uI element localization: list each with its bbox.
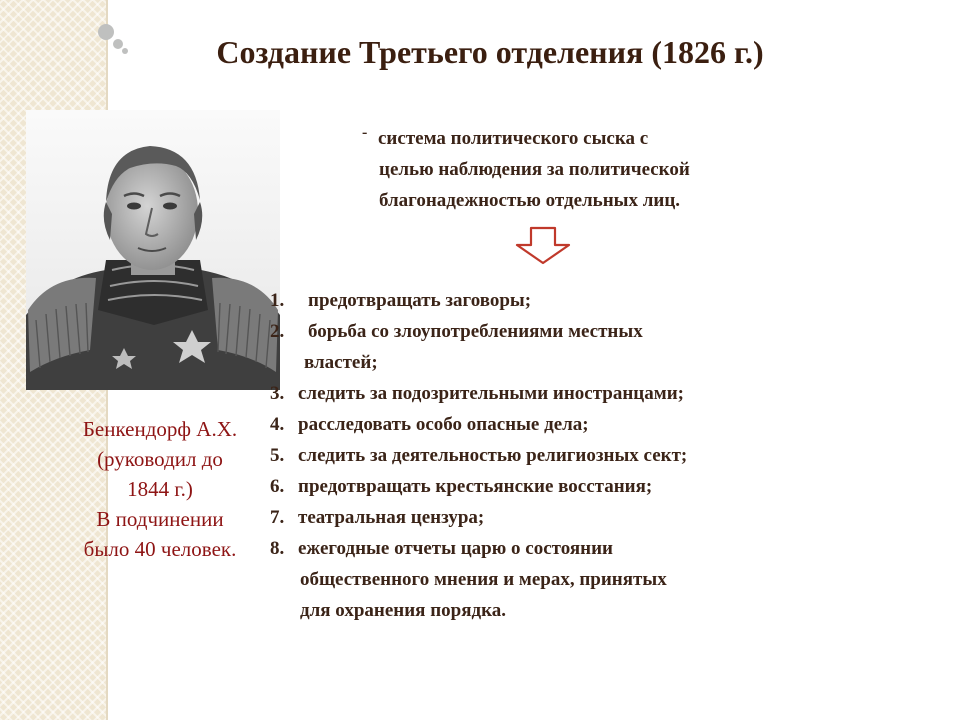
list-item	[270, 440, 870, 471]
list-item-number: 5.	[270, 445, 285, 466]
caption-staff-count: было 40 человек.	[83, 537, 237, 561]
list-item-text: следить за подозрительными иностранцами;	[298, 383, 684, 404]
list-item-text: расследовать особо опасные дела;	[298, 414, 589, 435]
list-item-continuation: властей;	[304, 352, 378, 373]
list-item-text: следить за деятельностью религиозных сект;	[298, 445, 688, 466]
definition-line: система политического сыска с	[378, 128, 649, 149]
list-item-text: предотвращать крестьянские восстания;	[298, 476, 653, 497]
portrait-engraving	[26, 110, 280, 390]
decorative-circle	[98, 24, 114, 40]
list-item-text: театральная цензура;	[298, 507, 485, 528]
caption-tenure: (руководил до	[97, 447, 223, 471]
list-item-number: 2.	[270, 321, 285, 342]
list-item	[270, 378, 870, 409]
caption-tenure-year: 1844 г.)	[127, 477, 193, 501]
definition-dash: -	[362, 124, 368, 141]
list-item	[270, 409, 870, 440]
definition-line: целью наблюдения за политической	[379, 159, 690, 180]
list-item-number: 8.	[270, 538, 285, 559]
list-item-number: 1.	[270, 290, 285, 311]
list-item-text: борьба со злоупотреблениями местных	[308, 321, 643, 342]
list-item-number: 4.	[270, 414, 285, 435]
list-item-text: ежегодные отчеты царю о состоянии	[298, 538, 613, 559]
portrait-image	[26, 110, 280, 390]
list-item-continuation: общественного мнения и мерах, принятых	[300, 569, 667, 590]
caption-name: Бенкендорф А.Х.	[82, 417, 238, 441]
list-item-number: 3.	[270, 383, 285, 404]
decorative-circle	[122, 48, 128, 54]
list-item-number: 7.	[270, 507, 285, 528]
list-item	[270, 502, 870, 533]
list-item	[270, 471, 870, 502]
list-item-continuation: для охранения порядка.	[300, 600, 507, 621]
list-item-text: предотвращать заговоры;	[308, 290, 532, 311]
decorative-circle	[113, 39, 123, 49]
definition-line: благонадежностью отдельных лиц.	[379, 190, 681, 211]
portrait-caption	[46, 414, 274, 564]
slide-title: Создание Третьего отделения (1826 г.)	[216, 34, 764, 70]
down-arrow-outline-icon	[515, 226, 571, 266]
list-item	[270, 285, 870, 316]
list-item-number: 6.	[270, 476, 285, 497]
tasks-list	[270, 285, 870, 626]
list-item	[270, 533, 870, 626]
caption-staff: В подчинении	[96, 507, 224, 531]
list-item	[270, 316, 870, 378]
definition-block	[362, 123, 842, 216]
